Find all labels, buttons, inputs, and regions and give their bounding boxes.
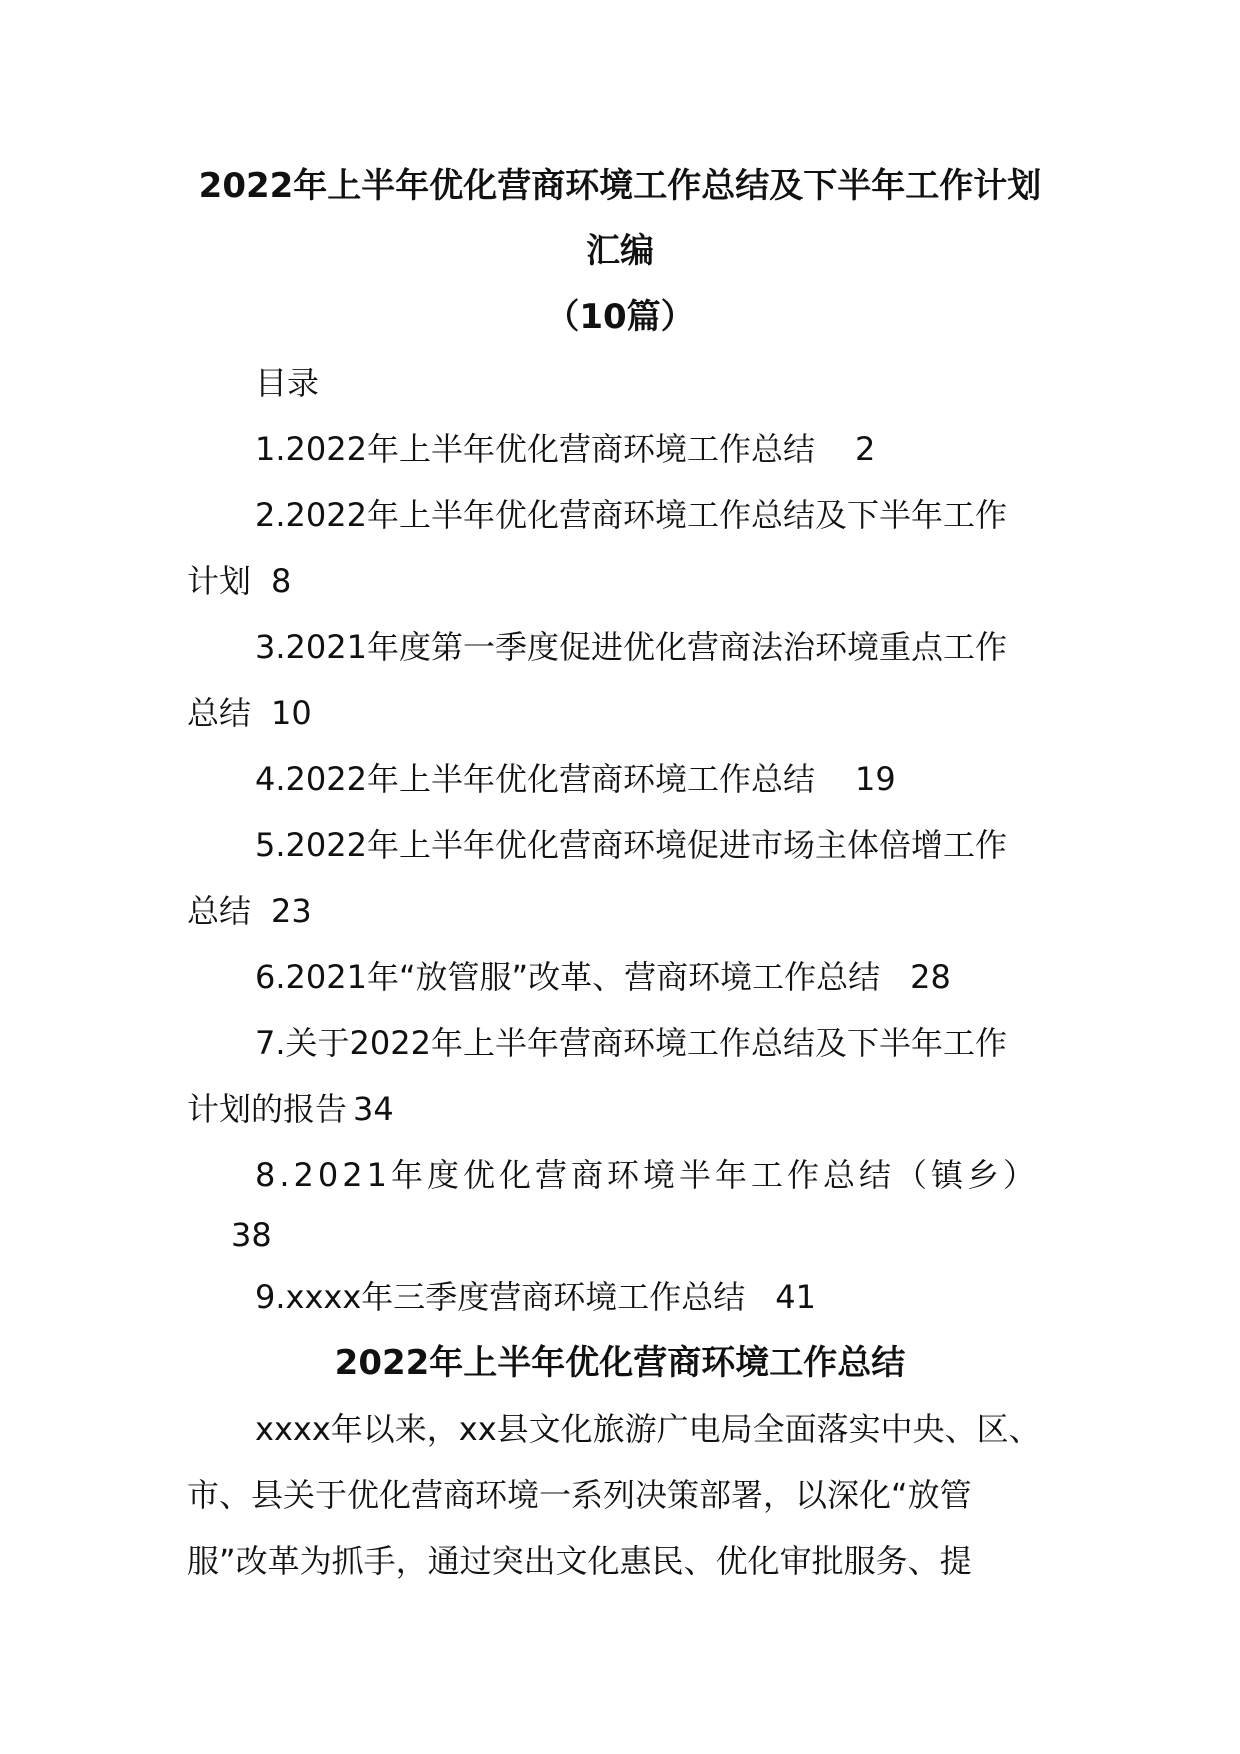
document-title-line-3: （10篇） bbox=[545, 297, 695, 337]
toc-item-text: 2.2022年上半年优化营商环境工作总结及下半年工作 bbox=[255, 496, 1007, 534]
toc-item-text: 1.2022年上半年优化营商环境工作总结 bbox=[255, 430, 815, 468]
section-title: 2022年上半年优化营商环境工作总结 bbox=[334, 1343, 906, 1383]
toc-item-text: 6.2021年“放管服”改革、营商环境工作总结 bbox=[255, 958, 881, 996]
toc-item-9[interactable] bbox=[255, 1277, 816, 1317]
toc-item-page: 34 bbox=[353, 1090, 394, 1128]
toc-item-text: 3.2021年度第一季度促进优化营商法治环境重点工作 bbox=[255, 628, 1007, 666]
toc-item-2-continuation[interactable] bbox=[187, 561, 291, 601]
toc-item-text: 5.2022年上半年优化营商环境促进市场主体倍增工作 bbox=[255, 826, 1007, 864]
toc-item-8-page-line[interactable] bbox=[231, 1215, 272, 1255]
toc-item-text-continuation: 计划的报告 bbox=[187, 1090, 348, 1128]
toc-item-page: 2 bbox=[854, 430, 876, 468]
toc-heading: 目录 bbox=[255, 364, 320, 402]
toc-item-5-continuation[interactable] bbox=[187, 891, 312, 931]
document-title-line-1: 2022年上半年优化营商环境工作总结及下半年工作计划 bbox=[198, 166, 1042, 206]
toc-item-page: 41 bbox=[775, 1278, 817, 1316]
toc-item-page: 19 bbox=[854, 760, 896, 798]
toc-item-2[interactable] bbox=[255, 495, 1007, 535]
toc-item-3[interactable] bbox=[255, 627, 1007, 667]
toc-item-3-continuation[interactable] bbox=[187, 693, 312, 733]
toc-item-text: 9.xxxx年三季度营商环境工作总结 bbox=[255, 1278, 746, 1316]
body-line-3: 服”改革为抓手，通过突出文化惠民、优化审批服务、提 bbox=[187, 1542, 972, 1580]
toc-item-page: 38 bbox=[231, 1216, 272, 1254]
body-line-1: xxxx年以来，xx县文化旅游广电局全面落实中央、区、 bbox=[255, 1410, 1041, 1448]
toc-item-6[interactable] bbox=[255, 957, 951, 997]
toc-item-page: 8 bbox=[271, 562, 292, 600]
toc-item-text-continuation: 总结 bbox=[187, 892, 252, 930]
toc-item-text: 4.2022年上半年优化营商环境工作总结 bbox=[255, 760, 815, 798]
toc-item-text: 8.2021年度优化营商环境半年工作总结（镇乡） bbox=[255, 1156, 1039, 1194]
toc-item-text-continuation: 总结 bbox=[187, 694, 252, 732]
toc-item-7-continuation[interactable] bbox=[187, 1089, 394, 1129]
toc-item-text: 7.关于2022年上半年营商环境工作总结及下半年工作 bbox=[255, 1024, 1007, 1062]
document-title-line-2: 汇编 bbox=[586, 231, 654, 271]
toc-item-page: 23 bbox=[271, 892, 312, 930]
toc-item-8[interactable] bbox=[255, 1155, 1039, 1195]
toc-item-4[interactable] bbox=[255, 759, 896, 799]
toc-item-page: 10 bbox=[271, 694, 312, 732]
body-line-2: 市、县关于优化营商环境一系列决策部署，以深化“放管 bbox=[187, 1476, 972, 1514]
toc-item-5[interactable] bbox=[255, 825, 1007, 865]
toc-item-page: 28 bbox=[910, 958, 951, 996]
toc-item-text-continuation: 计划 bbox=[187, 562, 252, 600]
toc-item-1[interactable] bbox=[255, 429, 875, 469]
toc-item-7[interactable] bbox=[255, 1023, 1007, 1063]
